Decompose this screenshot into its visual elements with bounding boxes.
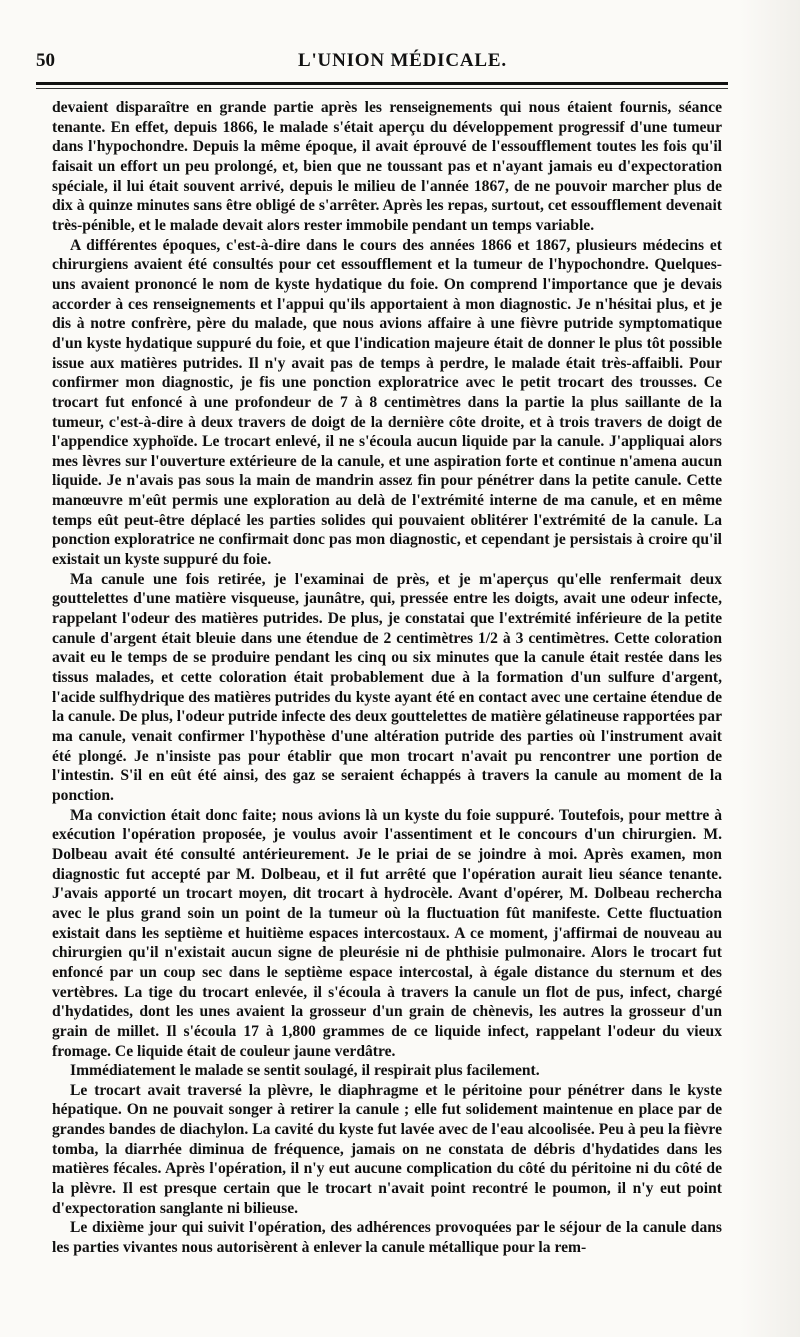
paragraph: Ma canule une fois retirée, je l'examinai de près, et je m'aperçus qu'elle renfermait deux gouttelettes d'une matière visqueuse, jaunâtre, qui, pressée entre les doigts, avait une odeur infecte, rappelant l'odeur des matières putrides. De plus, je constatai que l'extrémité inférieure de la petite canule d'argent était bleuie dans une étendue de 2 centimètres 1/2 à 3 centimètres. Cette coloration avait eu le temps de se produire pendant les cinq ou six minutes que la canule était restée dans les tissus malades, et cette coloration était probablement due à la formation d'un sulfure d'argent, l'acide sulfhydrique des matières putrides du kyste ayant été en contact avec une certaine étendue de la canule. De plus, l'odeur putride infecte des deux gouttelettes de matière gélatineuse rapportées par ma canule, venait confirmer l'hypothèse d'une altération putride des parties où l'instrument avait été plongé. Je n'insiste pas pour établir que mon trocart n'avait pu rencontrer une portion de l'intestin. S'il en eût été ainsi, des gaz se seraient échappés à travers la canule au moment de la ponction. [52, 570, 722, 804]
paragraph: A différentes époques, c'est-à-dire dans le cours des années 1866 et 1867, plusieurs médecins et chirurgiens avaient été consultés pour cet essoufflement et la tumeur de l'hypochondre. Quelques-uns avaient prononcé le nom de kyste hydatique du foie. On comprend l'importance que je devais accorder à ces renseignements et l'appui qu'ils apportaient à mon diagnostic. Je n'hésitai plus, et je dis à notre confrère, père du malade, que nous avions affaire à une fièvre putride symptomatique d'un kyste hydatique suppuré du foie, et que l'indication majeure était de donner le plus tôt possible issue aux matières putrides. Il n'y avait pas de temps à perdre, le malade était très-affaibli. Pour confirmer mon diagnostic, je fis une ponction exploratrice avec le petit trocart des trousses. Ce trocart fut enfoncé à une profondeur de 7 à 8 centimètres dans la partie la plus saillante de la tumeur, c'est-à-dire à deux travers de doigt de la dernière côte droite, et à trois travers de doigt de l'appendice xyphoïde. Le trocart enlevé, il ne s'écoula aucun liquide par la canule. J'appliquai alors mes lèvres sur l'ouverture extérieure de la canule, et une aspiration forte et continue n'amena aucun liquide. Je n'avais pas sous la main de mandrin assez fin pour pénétrer dans la petite canule. Cette manœuvre m'eût permis une exploration au delà de l'extrémité interne de ma canule, et en même temps eût peut-être déplacé les parties solides qui pouvaient oblitérer l'extrémité de la canule. La ponction exploratrice ne confirmait donc pas mon diagnostic, et cependant je persistais à croire qu'il existait un kyste suppuré du foie. [52, 236, 722, 569]
header-rule [36, 82, 728, 85]
paragraph: Immédiatement le malade se sentit soulagé, il respirait plus facilement. [70, 1062, 540, 1080]
page-number: 50 [36, 50, 55, 71]
page-header [36, 50, 726, 82]
running-title: L'UNION MÉDICALE. [298, 50, 507, 71]
paragraph: Le dixième jour qui suivit l'opération, des adhérences provoquées par le séjour de la canule dans les parties vivantes nous autorisèrent à enlever la canule métallique pour la rem- [52, 1219, 722, 1257]
header-rule-thin [36, 88, 728, 89]
page-edge-shading [740, 0, 800, 1337]
paragraph: Le trocart avait traversé la plèvre, le diaphragme et le péritoine pour pénétrer dans le kyste hépatique. On ne pouvait songer à retirer la canule ; elle fut solidement maintenue en place par de grandes bandes de diachylon. La cavité du kyste fut lavée avec de l'eau alcoolisée. Peu à peu la fièvre tomba, la diarrhée diminua de fréquence, jamais on ne constata de débris d'hydatides dans les matières fécales. Après l'opération, il n'y eut aucune complication du côté du péritoine ni du côté de la plèvre. Il est presque certain que le trocart n'avait point recontré le poumon, il n'y eut point d'expectoration sanglante ni bilieuse. [52, 1081, 722, 1217]
paragraph: devaient disparaître en grande partie après les renseignements qui nous étaient fournis, séance tenante. En effet, depuis 1866, le malade s'était aperçu du développement progressif d'une tumeur dans l'hypochondre. Depuis la même époque, il avait éprouvé de l'essoufflement toutes les fois qu'il faisait un effort un peu prolongé, et, bien que ne toussant pas et n'ayant jamais eu d'expectoration spéciale, il lui était souvent arrivé, depuis le milieu de l'année 1867, de ne pouvoir marcher plus de dix à quinze minutes sans être obligé de s'arrêter. Après les repas, surtout, cet essoufflement devenait très-pénible, et le malade devait alors rester immobile pendant un temps variable. [52, 99, 722, 234]
article-body [52, 98, 722, 1258]
paragraph: Ma conviction était donc faite; nous avions là un kyste du foie suppuré. Toutefois, pour mettre à exécution l'opération proposée, je voulus avoir l'assentiment et le concours d'un chirurgien. M. Dolbeau avait été consulté antérieurement. Je le priai de se joindre à moi. Après examen, mon diagnostic fut accepté par M. Dolbeau, et il fut arrêté que l'opération aurait lieu séance tenante. J'avais apporté un trocart moyen, dit trocart à hydrocèle. Avant d'opérer, M. Dolbeau rechercha avec le plus grand soin un point de la tumeur où la fluctuation fût manifeste. Cette fluctuation existait dans les septième et huitième espaces intercostaux. A ce moment, j'affirmai de nouveau au chirurgien qu'il n'existait aucun signe de pleurésie ni de phthisie pulmonaire. Alors le trocart fut enfoncé par un coup sec dans le septième espace intercostal, à égale distance du sternum et des vertèbres. La tige du trocart enlevée, il s'écoula à travers la canule un flot de pus, infect, chargé d'hydatides, dont les unes avaient la grosseur d'un grain de chènevis, les autres la grosseur d'un grain de millet. Il s'écoula 17 à 1,800 grammes de ce liquide infect, rappelant l'odeur du vieux fromage. Ce liquide était de couleur jaune verdâtre. [52, 806, 722, 1060]
